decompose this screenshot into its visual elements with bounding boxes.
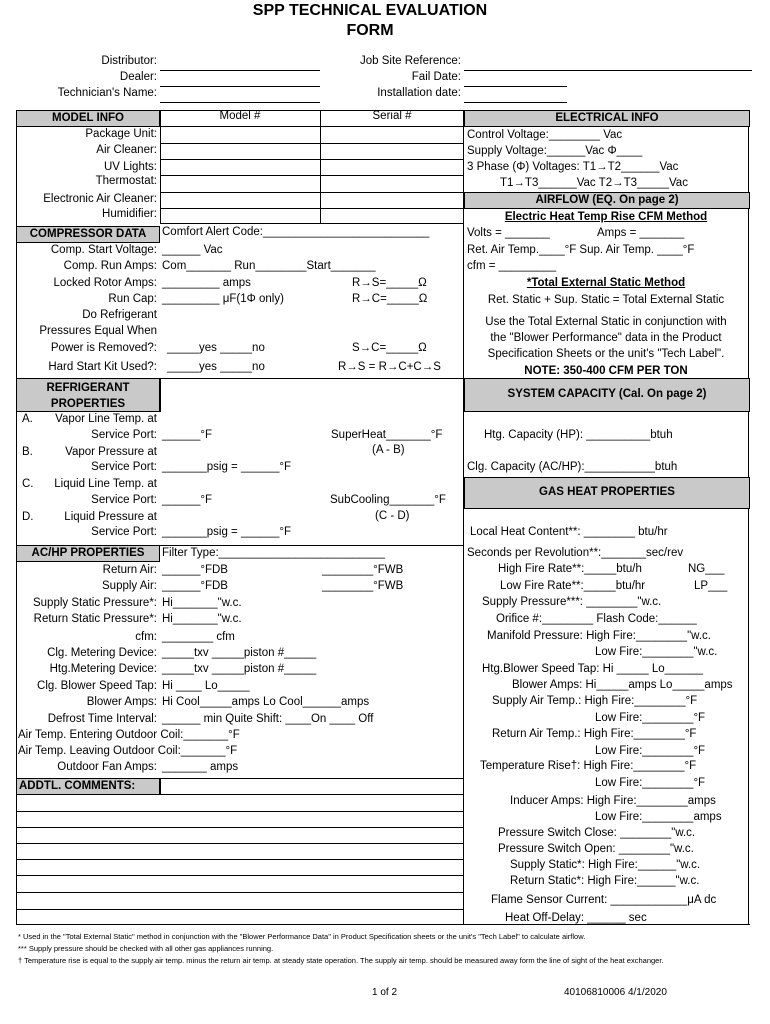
ref-b-label-1: Vapor Pressure at — [65, 446, 157, 458]
comments-header-box[interactable] — [160, 778, 464, 795]
technician-field[interactable] — [160, 102, 320, 103]
start-voltage-label: Comp. Start Voltage: — [50, 244, 157, 256]
run-amps-value: Com_______ Run________Start_______ — [162, 260, 376, 272]
gas-heat-header: GAS HEAT PROPERTIES — [464, 477, 750, 509]
static-formula: Ret. Static + Sup. Static = Total External Static — [487, 294, 725, 306]
fail-date-field[interactable] — [464, 86, 567, 87]
model-info-header: MODEL INFO — [16, 110, 160, 127]
compressor-data-header: COMPRESSOR DATA — [16, 226, 160, 243]
static-desc-1: Use the Total External Static in conjunction with — [485, 316, 727, 328]
return-static-high: Return Static*: High Fire:______"w.c. — [510, 875, 700, 887]
volts-field: Volts = _______ — [467, 227, 550, 239]
airflow-header: AIRFLOW (EQ. On page 2) — [464, 192, 750, 209]
start-voltage-value: ______ Vac — [162, 244, 223, 256]
return-static-value: Hi_______"w.c. — [162, 613, 242, 625]
air-temps-field: Ret. Air Temp.____°F Sup. Air Temp. ____°F — [467, 244, 695, 256]
air-cleaner-label: Air Cleaner: — [96, 144, 157, 156]
middle-border — [463, 110, 464, 925]
ref-header-divider — [160, 378, 161, 412]
cooling-capacity: Clg. Capacity (AC/HP):___________btuh — [467, 461, 678, 473]
superheat-field: SuperHeat_______°F — [331, 429, 443, 441]
supply-static-label: Supply Static Pressure*: — [32, 597, 157, 609]
electric-heat-method-title: Electric Heat Temp Rise CFM Method — [504, 211, 708, 223]
pressure-switch-open: Pressure Switch Open: ________"w.c. — [498, 843, 694, 855]
supply-pressure: Supply Pressure***: ________"w.c. — [482, 596, 662, 608]
supply-air-temp-high: Supply Air Temp.: High Fire:________°F — [492, 695, 698, 707]
ref-b-label-2: Service Port: — [91, 461, 157, 473]
inducer-amps-high: Inducer Amps: High Fire:________amps — [510, 795, 716, 807]
serial-col-header: Serial # — [372, 110, 412, 122]
orifice-flash-code: Orifice #:________ Flash Code:______ — [496, 613, 697, 625]
comment-line[interactable] — [16, 827, 464, 828]
cfm-field: cfm = _________ — [467, 260, 557, 272]
three-phase-voltages-2: T1→T3______Vac T2→T3_____Vac — [500, 177, 688, 189]
model-row-line — [160, 192, 464, 193]
equal-pressure-label-3: Power is Removed?: — [50, 342, 157, 354]
equal-pressure-label-1: Do Refrigerant — [82, 309, 157, 321]
form-title-line2: FORM — [346, 22, 394, 39]
manifold-pressure-high: Manifold Pressure: High Fire:________"w.c. — [487, 630, 711, 642]
total-static-method-title: *Total External Static Method — [526, 277, 686, 289]
ref-a-label-2: Service Port: — [91, 429, 157, 441]
heating-capacity: Htg. Capacity (HP): __________btuh — [484, 429, 673, 441]
hard-start-value: _____yes _____no — [167, 361, 265, 373]
install-date-field[interactable] — [464, 102, 567, 103]
job-site-field[interactable] — [464, 70, 752, 71]
temperature-rise-low: Low Fire:________°F — [595, 777, 706, 789]
refrigerant-properties-header: REFRIGERANT PROPERTIES — [16, 378, 160, 412]
locked-rotor-value: _________ amps — [162, 277, 251, 289]
supply-static-high: Supply Static*: High Fire:______"w.c. — [510, 859, 701, 871]
run-cap-label: Run Cap: — [108, 293, 157, 305]
right-border — [748, 110, 749, 925]
superheat-calc: (A - B) — [372, 444, 405, 456]
supply-static-value: Hi_______"w.c. — [162, 597, 242, 609]
footnote-3: † Temperature rise is equal to the supply air temp. minus the return air temp. at steady state operation. The supply air temp. should be measured away form the line of sight of the heat exchanger. — [18, 956, 664, 965]
static-desc-2: the "Blower Performance" data in the Product — [490, 332, 722, 344]
ref-a-letter: A. — [22, 413, 33, 425]
air-temp-leaving-outdoor: Air Temp. Leaving Outdoor Coil:_______°F — [18, 745, 238, 757]
achp-top-line — [16, 545, 464, 546]
high-fire-rate: High Fire Rate**:_____btu/h — [498, 563, 642, 575]
pressure-switch-close: Pressure Switch Close: ________"w.c. — [498, 827, 696, 839]
clg-blower-speed-value: Hi ____ Lo_____ — [162, 680, 250, 692]
filter-type: Filter Type:__________________________ — [162, 547, 385, 559]
s-to-c: S→C=_____Ω — [352, 342, 427, 354]
achp-blower-amps-value: Hi Cool_____amps Lo Cool______amps — [162, 696, 370, 708]
resistance-sum: R→S = R→C+C→S — [338, 361, 441, 373]
comfort-alert-code: Comfort Alert Code:__________________________ — [162, 226, 430, 238]
electronic-air-cleaner-label: Electronic Air Cleaner: — [43, 193, 157, 205]
dealer-label: Dealer: — [119, 71, 157, 83]
ref-a-value: ______°F — [162, 429, 212, 441]
outdoor-fan-amps-value: _______ amps — [162, 761, 239, 773]
ng-field: NG___ — [688, 563, 725, 575]
comment-line[interactable] — [16, 892, 464, 893]
ref-d-label-2: Service Port: — [91, 526, 157, 538]
supply-air-wb: ________°FWB — [322, 580, 404, 592]
run-cap-value: _________ μF(1Φ only) — [162, 293, 284, 305]
comment-line[interactable] — [16, 811, 464, 812]
uv-lights-label: UV Lights: — [103, 161, 157, 173]
low-fire-rate: Low Fire Rate**:_____btu/hr — [500, 580, 646, 592]
page-number: 1 of 2 — [372, 987, 398, 998]
comment-line[interactable] — [16, 843, 464, 844]
ref-c-label-2: Service Port: — [91, 494, 157, 506]
system-capacity-header: SYSTEM CAPACITY (Cal. On page 2) — [464, 378, 750, 412]
local-heat-content: Local Heat Content**: ________ btu/hr — [470, 526, 668, 538]
supply-air-label: Supply Air: — [102, 580, 157, 592]
model-row-line — [160, 126, 464, 127]
clg-metering-value: _____txv _____piston #_____ — [162, 647, 317, 659]
model-row-line — [160, 159, 464, 160]
model-row-line — [160, 208, 464, 209]
r-to-s: R→S=_____Ω — [352, 277, 427, 289]
heat-off-delay: Heat Off-Delay: ______ sec — [505, 912, 647, 924]
install-date-label: Installation date: — [377, 87, 461, 99]
ref-a-label-1: Vapor Line Temp. at — [55, 413, 157, 425]
subcooling-calc: (C - D) — [375, 510, 410, 522]
defrost-interval-label: Defrost Time Interval: — [47, 713, 157, 725]
locked-rotor-label: Locked Rotor Amps: — [53, 277, 157, 289]
document-id: 40106810006 4/1/2020 — [564, 987, 667, 998]
temperature-rise-high: Temperature Rise†: High Fire:________°F — [480, 760, 697, 772]
achp-blower-amps-label: Blower Amps: — [86, 696, 157, 708]
ref-d-value: _______psig = ______°F — [162, 526, 291, 538]
return-air-db: ______°FDB — [162, 564, 228, 576]
htg-metering-value: _____txv _____piston #_____ — [162, 663, 317, 675]
return-air-temp-low: Low Fire:________°F — [595, 745, 706, 757]
lp-field: LP___ — [694, 580, 728, 592]
footnote-2: *** Supply pressure should be checked with all other gas appliances running. — [18, 944, 274, 953]
equal-pressure-label-2: Pressures Equal When — [39, 325, 157, 337]
amps-field: Amps = _______ — [597, 227, 685, 239]
outdoor-fan-amps-label: Outdoor Fan Amps: — [57, 761, 157, 773]
cfm-per-ton-note: NOTE: 350-400 CFM PER TON — [524, 365, 688, 377]
flame-sensor-current: Flame Sensor Current: ____________μA dc — [491, 894, 717, 906]
run-amps-label: Comp. Run Amps: — [63, 260, 157, 272]
thermostat-label: Thermostat: — [95, 175, 157, 187]
model-info-grid — [160, 110, 464, 224]
htg-metering-label: Htg.Metering Device: — [49, 663, 157, 675]
static-desc-3: Specification Sheets or the unit's "Tech Label". — [487, 348, 725, 360]
manifold-pressure-low: Low Fire:________"w.c. — [595, 646, 718, 658]
technician-label: Technician's Name: — [57, 87, 157, 99]
seconds-per-rev: Seconds per Revolution**:_______sec/rev — [467, 547, 684, 559]
comment-line[interactable] — [16, 859, 464, 860]
equal-pressure-value: _____yes _____no — [167, 342, 265, 354]
control-voltage: Control Voltage:________ Vac — [467, 129, 623, 141]
model-row-line — [160, 175, 464, 176]
return-air-wb: ________°FWB — [322, 564, 404, 576]
subcooling-field: SubCooling_______°F — [330, 494, 446, 506]
achp-cfm-label: cfm: — [135, 631, 157, 643]
return-static-label: Return Static Pressure*: — [33, 613, 157, 625]
electrical-info-header: ELECTRICAL INFO — [464, 110, 750, 127]
return-air-temp-high: Return Air Temp.: High Fire:________°F — [492, 728, 697, 740]
ref-c-letter: C. — [22, 478, 34, 490]
ref-b-letter: B. — [22, 446, 33, 458]
achp-properties-header: AC/HP PROPERTIES — [16, 545, 160, 562]
htg-blower-speed-tap: Htg.Blower Speed Tap: Hi _____ Lo______ — [482, 663, 704, 675]
defrost-interval-value: ______ min Quite Shift: ____On ____ Off — [162, 713, 374, 725]
ref-c-value: ______°F — [162, 494, 212, 506]
dealer-field[interactable] — [160, 86, 320, 87]
clg-metering-label: Clg. Metering Device: — [47, 647, 157, 659]
bottom-border — [16, 924, 750, 925]
fail-date-label: Fail Date: — [411, 71, 461, 83]
package-unit-label: Package Unit: — [85, 128, 157, 140]
gas-blower-amps: Blower Amps: Hi_____amps Lo_____amps — [512, 679, 733, 691]
ref-d-label-1: Liquid Pressure at — [64, 511, 157, 523]
return-air-label: Return Air: — [102, 564, 157, 576]
model-col-header: Model # — [219, 110, 261, 122]
ref-c-label-1: Liquid Line Temp. at — [54, 478, 157, 490]
ref-b-value: _______psig = ______°F — [162, 461, 291, 473]
model-row-line — [160, 143, 464, 144]
distributor-field[interactable] — [160, 70, 320, 71]
clg-blower-speed-label: Clg. Blower Speed Tap: — [37, 680, 157, 692]
r-to-c: R→C=_____Ω — [352, 293, 428, 305]
achp-cfm-value: ________ cfm — [162, 631, 235, 643]
three-phase-voltages: 3 Phase (Φ) Voltages: T1→T2______Vac — [467, 161, 679, 173]
form-title-line1: SPP TECHNICAL EVALUATION — [252, 2, 488, 19]
humidifier-label: Humidifier: — [102, 208, 157, 220]
inducer-amps-low: Low Fire:________amps — [595, 811, 722, 823]
supply-air-temp-low: Low Fire:________°F — [595, 712, 706, 724]
distributor-label: Distributor: — [101, 55, 157, 67]
model-grid-divider — [320, 110, 321, 224]
job-site-label: Job Site Reference: — [359, 55, 461, 67]
ref-d-letter: D. — [22, 511, 34, 523]
comment-line[interactable] — [16, 909, 464, 910]
supply-air-db: ______°FDB — [162, 580, 228, 592]
air-temp-entering-outdoor: Air Temp. Entering Outdoor Coil:_______°F — [18, 729, 240, 741]
supply-voltage: Supply Voltage:______Vac Φ____ — [467, 145, 643, 157]
comments-header: ADDTL. COMMENTS: — [16, 778, 160, 795]
hard-start-label: Hard Start Kit Used?: — [48, 361, 157, 373]
comment-line[interactable] — [16, 875, 464, 876]
footnote-1: * Used in the "Total External Static" method in conjunction with the "Blower Performance Data" in Product Specification sheets or the unit's "Tech Label" to calculate airflow. — [18, 932, 586, 941]
